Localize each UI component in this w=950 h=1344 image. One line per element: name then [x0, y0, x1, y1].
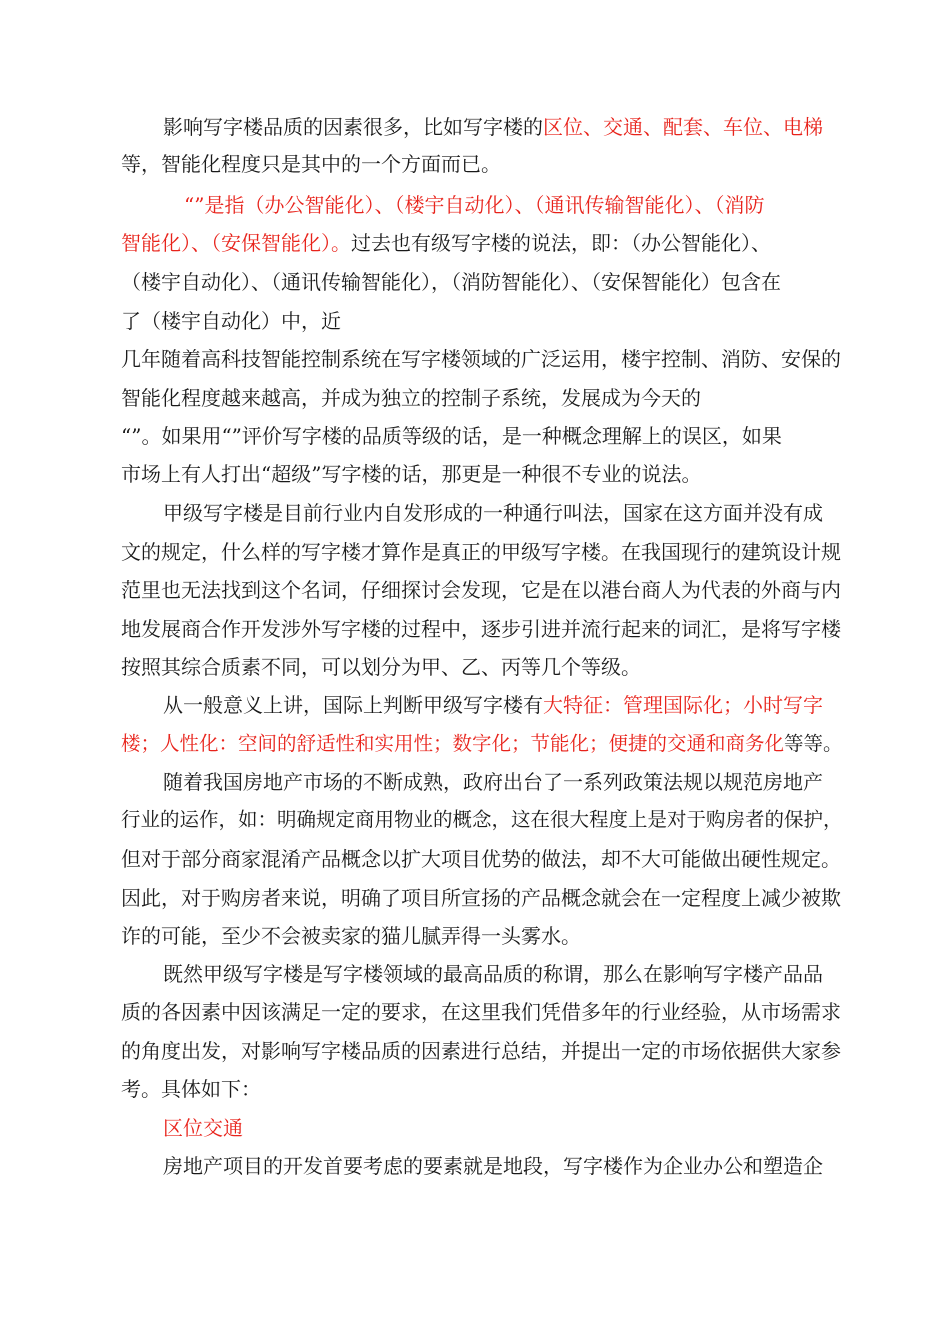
paragraph-2-line-4: 了（楼宇自动化）中，近 [121, 309, 341, 333]
section-heading: 区位交通 [163, 1116, 243, 1140]
text: 过去也有级写字楼的说法，即：（办公智能化）、 [351, 231, 771, 255]
paragraph-2-line-5: 几年随着高科技智能控制系统在写字楼领域的广泛运用，楼宇控制、消防、安保的 [121, 347, 841, 371]
paragraph-3-line-1: 甲级写字楼是目前行业内自发形成的一种通行叫法，国家在这方面并没有成 [163, 501, 823, 525]
paragraph-2-line-3: （楼宇自动化）、（通讯传输智能化），（消防智能化）、（安保智能化）包含在 [121, 270, 781, 294]
paragraph-2-line-6: 智能化程度越来越高，并成为独立的控制子系统，发展成为今天的 [121, 386, 701, 410]
paragraph-2-line-1: “”是指（办公智能化）、（楼宇自动化）、（通讯传输智能化）、（消防 [184, 193, 765, 217]
paragraph-1-line-1 [163, 113, 823, 141]
paragraph-2-line-2 [121, 229, 771, 257]
text: 从一般意义上讲，国际上判断甲级写字楼有 [163, 693, 543, 717]
paragraph-6-line-1: 既然甲级写字楼是写字楼领域的最高品质的称谓，那么在影响写字楼产品品 [163, 962, 823, 986]
highlight-text: 智能化）、（安保智能化）。 [121, 231, 351, 255]
text: 等等。 [784, 732, 843, 755]
paragraph-5-line-3: 但对于部分商家混淆产品概念以扩大项目优势的做法，却不大可能做出硬性规定。 [121, 847, 841, 871]
paragraph-2-line-7: “”。如果用“”评价写字楼的品质等级的话，是一种概念理解上的误区，如果 [121, 424, 782, 448]
paragraph-3-line-4: 地发展商合作开发涉外写字楼的过程中，逐步引进并流行起来的词汇，是将写字楼 [121, 617, 841, 641]
paragraph-6-line-3: 的角度出发，对影响写字楼品质的因素进行总结，并提出一定的市场依据供大家参 [121, 1039, 841, 1063]
paragraph-6-line-4: 考。具体如下： [121, 1077, 261, 1101]
paragraph-5-line-2: 行业的运作，如：明确规定商用物业的概念，这在很大程度上是对于购房者的保护， [121, 808, 843, 831]
paragraph-5-line-1: 随着我国房地产市场的不断成熟，政府出台了一系列政策法规以规范房地产 [163, 770, 823, 794]
paragraph-4-line-2 [121, 730, 843, 758]
paragraph-6-line-2: 质的各因素中因该满足一定的要求，在这里我们凭借多年的行业经验，从市场需求 [121, 1000, 841, 1024]
paragraph-3-line-5: 按照其综合质素不同，可以划分为甲、乙、丙等几个等级。 [121, 655, 641, 679]
text: 影响写字楼品质的因素很多，比如写字楼的 [163, 115, 543, 139]
paragraph-1-line-2: 等，智能化程度只是其中的一个方面而已。 [121, 152, 501, 176]
paragraph-3-line-2: 文的规定，什么样的写字楼才算作是真正的甲级写字楼。在我国现行的建筑设计规 [121, 540, 841, 564]
paragraph-5-line-5: 诈的可能，至少不会被卖家的猫儿腻弄得一头雾水。 [121, 924, 581, 948]
paragraph-4-line-1 [163, 691, 823, 719]
highlight-text: 区位、交通、配套、车位、电梯 [543, 115, 823, 139]
paragraph-3-line-3: 范里也无法找到这个名词，仔细探讨会发现，它是在以港台商人为代表的外商与内 [121, 578, 841, 602]
highlight-text: 楼；人性化：空间的舒适性和实用性；数字化；节能化；便捷的交通和商务化 [121, 732, 785, 755]
paragraph-2-line-8: 市场上有人打出“超级”写字楼的话，那更是一种很不专业的说法。 [121, 462, 702, 486]
highlight-text: 大特征：管理国际化；小时写字 [543, 693, 823, 717]
paragraph-7-line-1: 房地产项目的开发首要考虑的要素就是地段，写字楼作为企业办公和塑造企 [163, 1154, 823, 1178]
paragraph-5-line-4: 因此，对于购房者来说，明确了项目所宣扬的产品概念就会在一定程度上减少被欺 [121, 886, 841, 910]
